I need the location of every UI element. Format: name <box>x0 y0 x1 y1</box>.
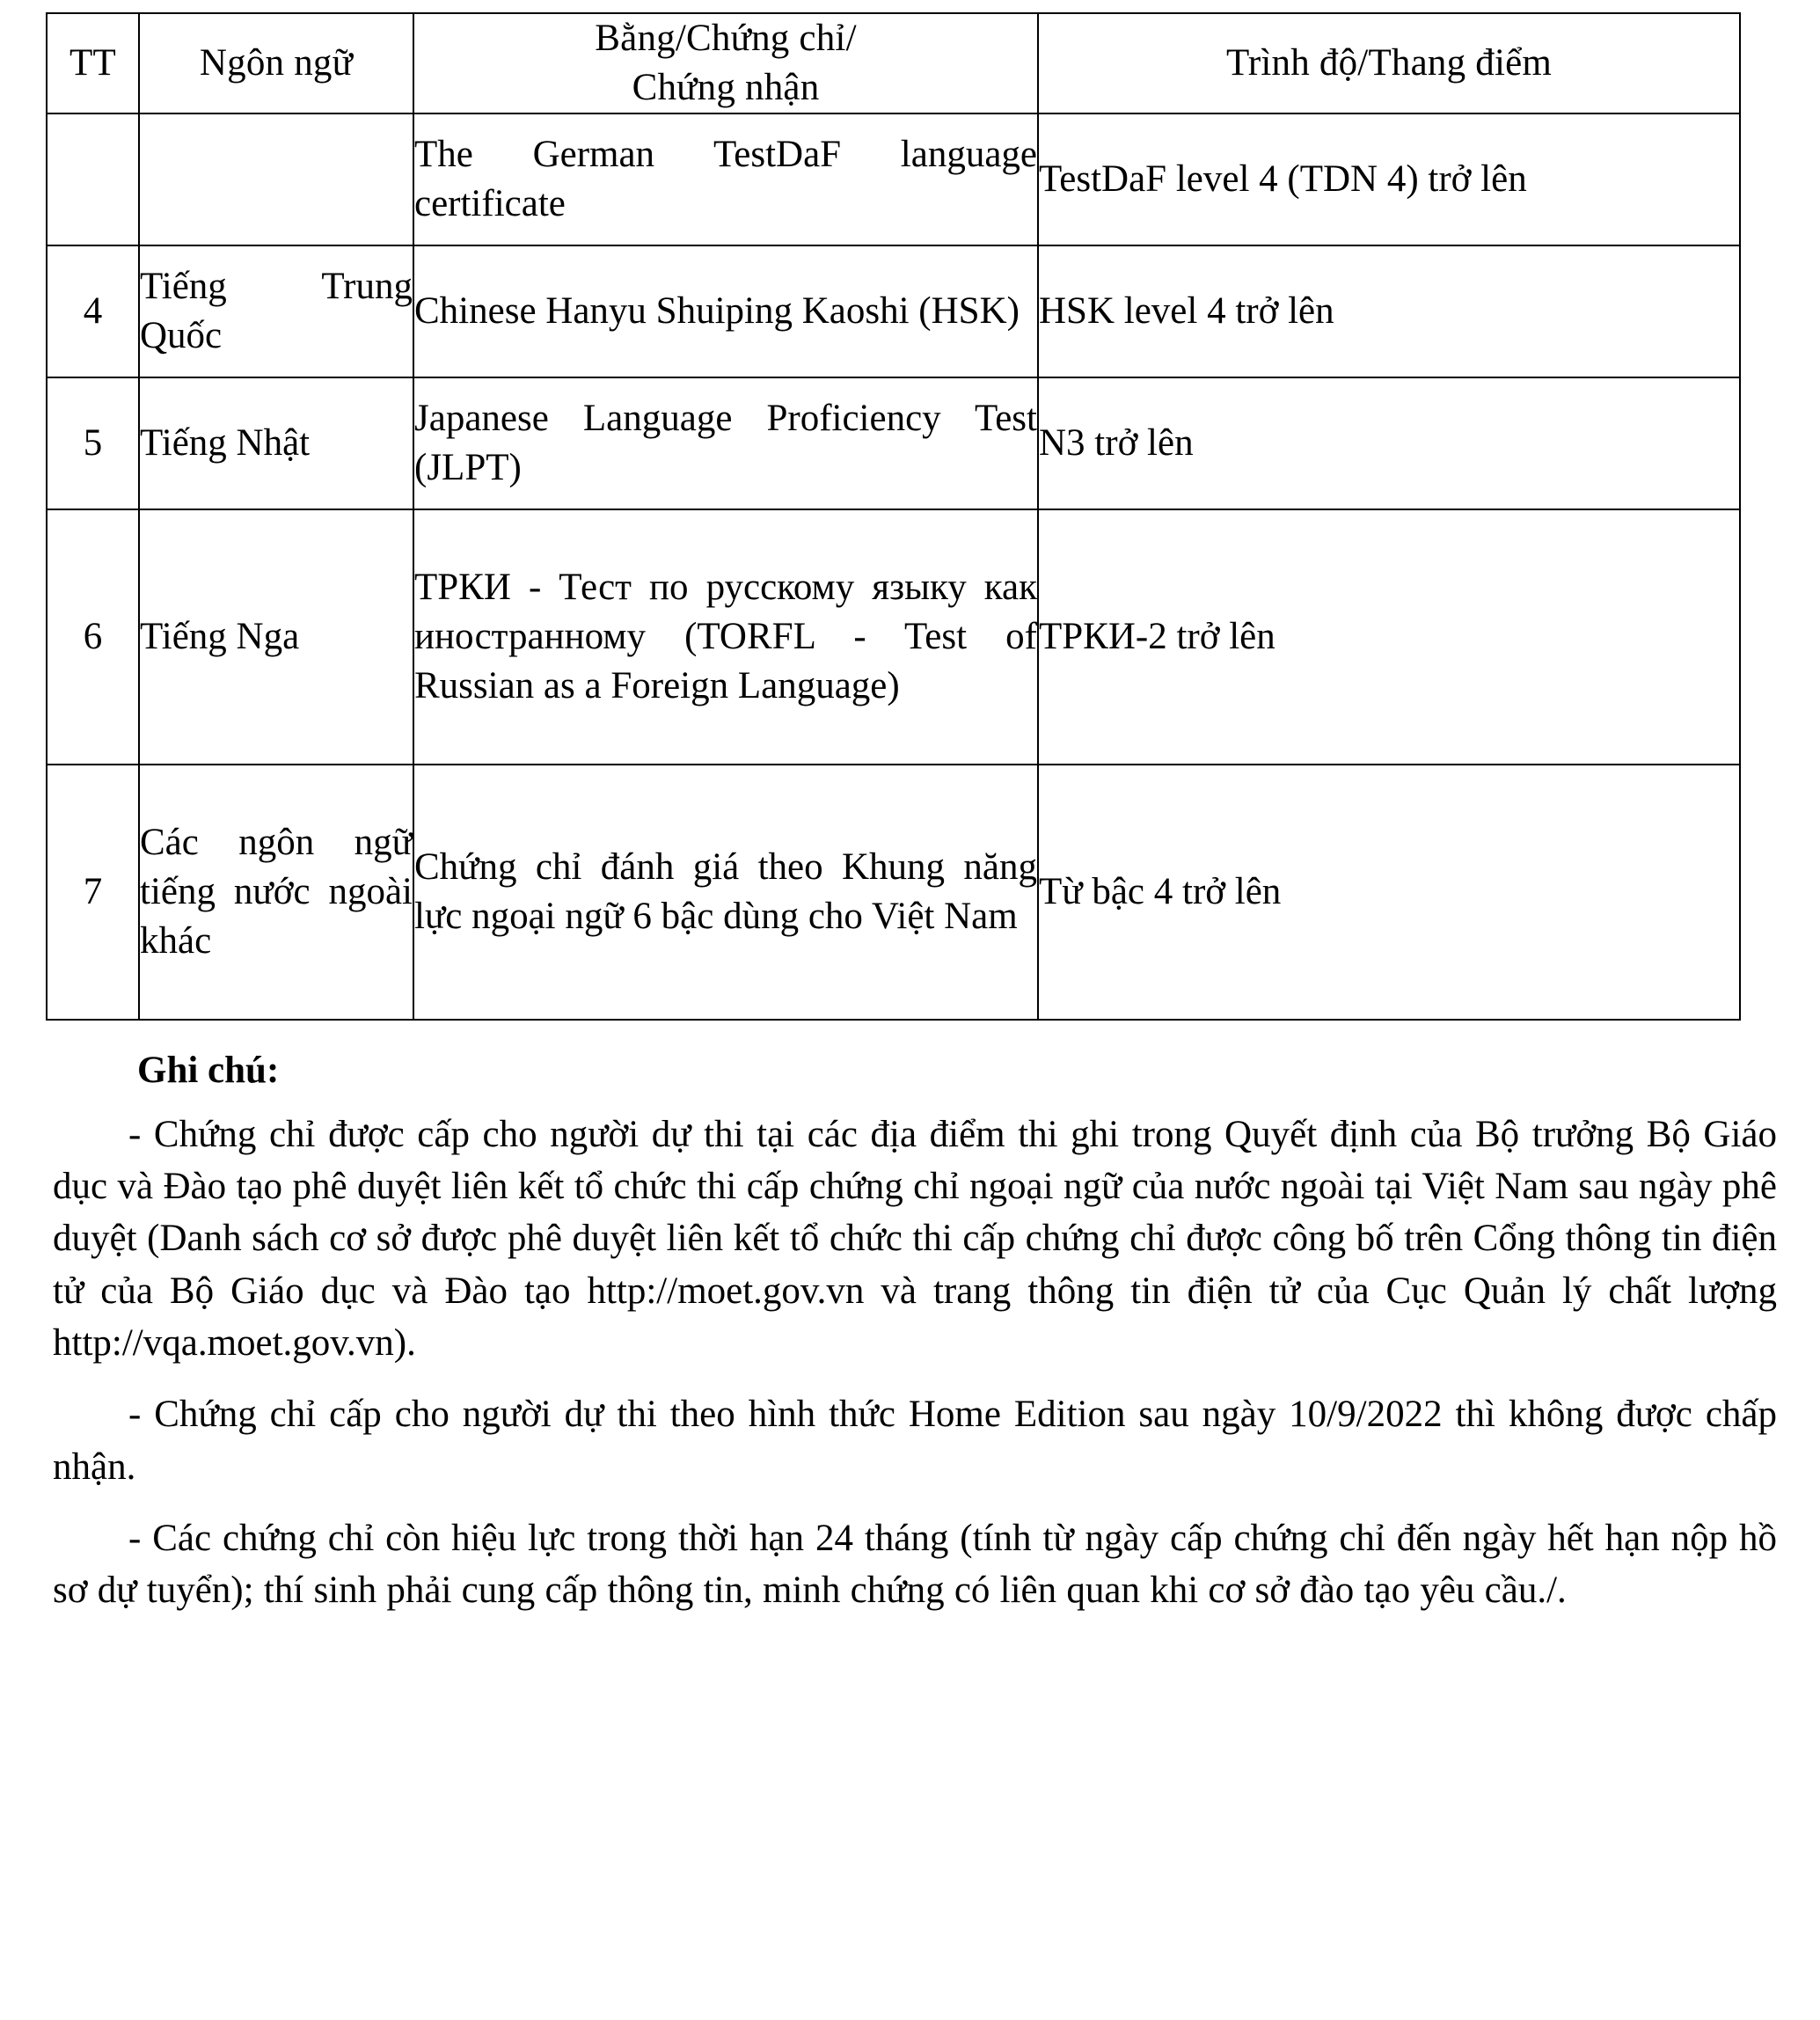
table-row <box>47 113 1740 245</box>
cell-tt: 6 <box>47 509 139 765</box>
table-row <box>47 765 1740 1020</box>
cell-tt: 4 <box>47 245 139 377</box>
cell-certificate: ТРКИ - Тест по русскому языку как иностранному (TORFL - Test of Russian as a Foreign Language) <box>413 509 1038 765</box>
cell-language: Tiếng Nhật <box>139 377 413 509</box>
cell-level: ТРКИ-2 trở lên <box>1038 509 1740 765</box>
column-header-level: Trình độ/Thang điểm <box>1038 13 1740 113</box>
cell-tt <box>47 113 139 245</box>
cell-language <box>139 113 413 245</box>
table-row <box>47 377 1740 509</box>
table-row <box>47 245 1740 377</box>
cell-level: TestDaF level 4 (TDN 4) trở lên <box>1038 113 1740 245</box>
table-body <box>47 113 1740 1020</box>
notes-title: Ghi chú: <box>137 1049 280 1091</box>
cell-certificate: Chứng chỉ đánh giá theo Khung năng lực ngoại ngữ 6 bậc dùng cho Việt Nam <box>413 765 1038 1020</box>
column-header-certificate <box>413 13 1038 113</box>
note-item: - Chứng chỉ được cấp cho người dự thi tại các địa điểm thi ghi trong Quyết định của Bộ trưởng Bộ Giáo dục và Đào tạo phê duyệt liên kết tổ chức thi cấp chứng chỉ ngoại ngữ của nước ngoài tại Việt Nam sau ngày phê duyệt (Danh sách cơ sở được phê duyệt liên kết tổ chức thi cấp chứng chỉ được công bố trên Cổng thông tin điện tử của Bộ Giáo dục và Đào tạo http://moet.gov.vn và trang thông tin điện tử của Cục Quản lý chất lượng http://vqa.moet.gov.vn). <box>53 1113 1777 1364</box>
note-item: - Các chứng chỉ còn hiệu lực trong thời hạn 24 tháng (tính từ ngày cấp chứng chỉ đến ngày hết hạn nộp hồ sơ dự tuyển); thí sinh phải cung cấp thông tin, minh chứng có liên quan khi cơ sở đào tạo yêu cầu./. <box>53 1517 1777 1612</box>
table-row <box>47 509 1740 765</box>
cell-certificate: Chinese Hanyu Shuiping Kaoshi (HSK) <box>413 245 1038 377</box>
column-header-certificate-line2: Chứng nhận <box>632 66 820 108</box>
certificate-requirements-table <box>46 12 1741 1021</box>
cell-tt: 7 <box>47 765 139 1020</box>
cell-language: Các ngôn ngữ tiếng nước ngoài khác <box>139 765 413 1020</box>
cell-tt: 5 <box>47 377 139 509</box>
cell-level: HSK level 4 trở lên <box>1038 245 1740 377</box>
table-header-row <box>47 13 1740 113</box>
cell-certificate: Japanese Language Proficiency Test (JLPT) <box>413 377 1038 509</box>
column-header-certificate-line1: Bằng/Chứng chỉ/ <box>595 18 857 59</box>
note-item: - Chứng chỉ cấp cho người dự thi theo hình thức Home Edition sau ngày 10/9/2022 thì không được chấp nhận. <box>53 1394 1777 1488</box>
cell-level: N3 trở lên <box>1038 377 1740 509</box>
cell-language: Tiếng Nga <box>139 509 413 765</box>
table-header <box>47 13 1740 113</box>
cell-level: Từ bậc 4 trở lên <box>1038 765 1740 1020</box>
notes-section <box>46 1047 1777 1617</box>
column-header-tt: TT <box>47 13 139 113</box>
column-header-language: Ngôn ngữ <box>139 13 413 113</box>
cell-certificate: The German TestDaF language certificate <box>413 113 1038 245</box>
cell-language: Tiếng Trung Quốc <box>139 245 413 377</box>
